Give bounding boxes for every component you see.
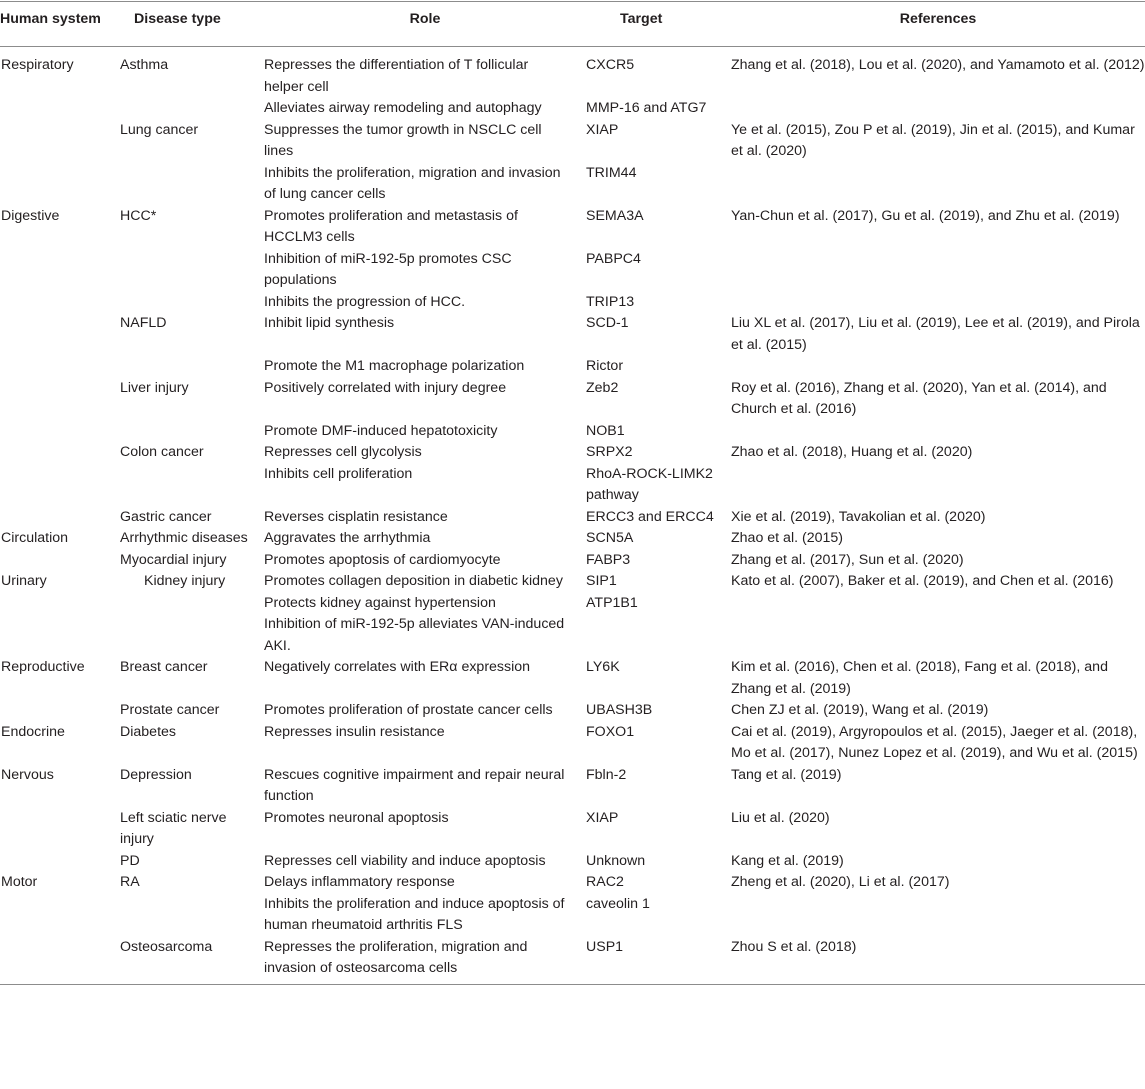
table-row [0, 442, 1145, 464]
cell-target: caveolin 1 [586, 895, 650, 912]
cell-disease-type [120, 163, 264, 206]
cell-role: Suppresses the tumor growth in NSCLC cell lines [264, 121, 542, 159]
cell-human-system [0, 356, 120, 378]
cell-role: Represses the differentiation of T follicular helper cell [264, 57, 529, 95]
cell-disease-type: Kidney injury [144, 573, 226, 589]
cell-human-system [0, 163, 120, 206]
cell-role: Represses cell viability and induce apoptosis [264, 852, 546, 869]
cell-role: Rescues cognitive impairment and repair neural function [264, 766, 565, 804]
cell-target: RAC2 [586, 874, 624, 890]
cell-target: Zeb2 [586, 379, 619, 396]
cell-disease-type [120, 593, 264, 615]
cell-disease-type: NAFLD [120, 315, 167, 331]
cell-disease-type: Myocardial injury [120, 551, 227, 568]
cell-disease-type: Left sciatic nerve injury [120, 809, 227, 847]
cell-references [731, 292, 1145, 314]
cell-disease-type [120, 464, 264, 507]
cell-target: NOB1 [586, 422, 625, 439]
cell-references: Cai et al. (2019), Argyropoulos et al. (2015), Jaeger et al. (2018), Mo et al. (2017), Nunez Lopez et al. (2019), and Wu et al. (2015) [731, 723, 1138, 761]
cell-human-system [0, 313, 120, 356]
cell-human-system: Urinary [1, 573, 47, 589]
cell-target: LY6K [586, 659, 620, 675]
cell-role: Aggravates the arrhythmia [264, 530, 431, 546]
cell-human-system: Circulation [1, 530, 69, 546]
cell-references: Zhao et al. (2018), Huang et al. (2020) [731, 444, 973, 460]
cell-human-system: Respiratory [1, 57, 74, 73]
cell-target: PABPC4 [586, 250, 641, 267]
table-page [0, 1, 1145, 1089]
cell-role: Inhibition of miR-192-5p promotes CSC populations [264, 250, 512, 288]
cell-role: Promotes proliferation of prostate cancer cells [264, 702, 553, 718]
cell-human-system [0, 894, 120, 937]
cell-role: Positively correlated with injury degree [264, 379, 507, 396]
header-target: Target [586, 2, 731, 47]
cell-references [731, 464, 1145, 507]
cell-target: XIAP [586, 809, 619, 826]
cell-references: Yan-Chun et al. (2017), Gu et al. (2019), and Zhu et al. (2019) [731, 207, 1120, 224]
cell-disease-type [120, 356, 264, 378]
cell-target: UBASH3B [586, 702, 653, 718]
cell-references [731, 894, 1145, 937]
cell-human-system [0, 507, 120, 529]
cell-target: CXCR5 [586, 57, 635, 73]
cell-target: ERCC3 and ERCC4 [586, 508, 714, 525]
cell-role: Represses the proliferation, migration and invasion of osteosarcoma cells [264, 938, 528, 976]
cell-role: Protects kidney against hypertension [264, 594, 496, 611]
cell-references: Zhang et al. (2018), Lou et al. (2020), and Yamamoto et al. (2012) [731, 57, 1145, 73]
cell-human-system: Reproductive [1, 659, 85, 675]
table-row [0, 528, 1145, 550]
cell-target: FOXO1 [586, 723, 635, 740]
table-row [0, 292, 1145, 314]
cell-disease-type: RA [120, 874, 140, 890]
cell-references: Xie et al. (2019), Tavakolian et al. (2020) [731, 508, 986, 525]
cell-disease-type: Osteosarcoma [120, 938, 213, 955]
cell-disease-type: Prostate cancer [120, 702, 220, 718]
cell-references: Roy et al. (2016), Zhang et al. (2020), Yan et al. (2014), and Church et al. (2016) [731, 379, 1107, 417]
cell-disease-type: Breast cancer [120, 659, 208, 675]
cell-human-system [0, 808, 120, 851]
table-row [0, 313, 1145, 356]
cell-human-system [0, 249, 120, 292]
table-row [0, 894, 1145, 937]
cell-target: SIP1 [586, 573, 617, 589]
cell-target: USP1 [586, 938, 624, 955]
table-row [0, 98, 1145, 120]
cell-references [731, 614, 1145, 657]
cell-target: XIAP [586, 121, 619, 138]
cell-target: TRIM44 [586, 164, 637, 181]
cell-disease-type: Depression [120, 766, 192, 783]
cell-target: RhoA-ROCK-LIMK2 pathway [586, 465, 713, 503]
table-row [0, 614, 1145, 657]
cell-role: Promotes collagen deposition in diabetic kidney [264, 573, 563, 589]
cell-target: SCN5A [586, 530, 634, 546]
cell-target: SEMA3A [586, 207, 644, 224]
cell-references [731, 163, 1145, 206]
cell-disease-type [120, 249, 264, 292]
cell-target: Rictor [586, 358, 624, 374]
cell-human-system: Motor [1, 874, 38, 890]
cell-disease-type: PD [120, 852, 140, 869]
cell-role: Promote DMF-induced hepatotoxicity [264, 422, 498, 439]
header-human-system: Human system [0, 2, 120, 47]
cell-references: Tang et al. (2019) [731, 766, 842, 783]
table-row [0, 163, 1145, 206]
table-row [0, 722, 1145, 765]
cell-role: Represses insulin resistance [264, 723, 445, 740]
cell-references: Kang et al. (2019) [731, 852, 844, 869]
cell-references: Kim et al. (2016), Chen et al. (2018), Fang et al. (2018), and Zhang et al. (2019) [731, 659, 1108, 697]
cell-disease-type: Colon cancer [120, 444, 204, 460]
cell-references: Zhou S et al. (2018) [731, 938, 857, 955]
cell-role: Inhibits cell proliferation [264, 465, 413, 482]
header-disease-type: Disease type [120, 2, 264, 47]
header-references: References [731, 2, 1145, 47]
table-row [0, 507, 1145, 529]
cell-human-system [0, 851, 120, 873]
cell-human-system [0, 378, 120, 421]
table-row [0, 120, 1145, 163]
cell-target: Fbln-2 [586, 766, 627, 783]
cell-human-system: Endocrine [1, 723, 65, 740]
cell-role: Inhibits the progression of HCC. [264, 293, 466, 310]
cell-disease-type: HCC* [120, 207, 157, 224]
cell-disease-type [120, 98, 264, 120]
cell-disease-type [120, 894, 264, 937]
cell-human-system [0, 442, 120, 464]
table-row [0, 872, 1145, 894]
table-row [0, 765, 1145, 808]
table-row [0, 593, 1145, 615]
cell-human-system [0, 292, 120, 314]
cell-references: Zhang et al. (2017), Sun et al. (2020) [731, 551, 964, 568]
table-row [0, 464, 1145, 507]
cell-target: MMP-16 and ATG7 [586, 100, 707, 116]
cell-disease-type: Liver injury [120, 379, 189, 396]
cell-role: Promotes apoptosis of cardiomyocyte [264, 551, 501, 568]
cell-human-system [0, 700, 120, 722]
cell-disease-type: Diabetes [120, 723, 176, 740]
cell-role: Promote the M1 macrophage polarization [264, 358, 525, 374]
table-row [0, 550, 1145, 572]
cell-references: Zheng et al. (2020), Li et al. (2017) [731, 874, 950, 890]
cell-disease-type: Arrhythmic diseases [120, 530, 248, 546]
cell-references [731, 249, 1145, 292]
cell-references: Liu et al. (2020) [731, 809, 830, 826]
cell-disease-type [120, 292, 264, 314]
mirna-target-table [0, 1, 1145, 985]
cell-references: Ye et al. (2015), Zou P et al. (2019), Jin et al. (2015), and Kumar et al. (2020) [731, 121, 1135, 159]
cell-role: Alleviates airway remodeling and autophagy [264, 100, 542, 116]
table-row [0, 700, 1145, 722]
cell-human-system: Digestive [1, 207, 60, 224]
cell-target: SRPX2 [586, 444, 633, 460]
cell-role: Negatively correlates with ERα expression [264, 659, 531, 675]
cell-disease-type: Asthma [120, 57, 169, 73]
cell-human-system [0, 120, 120, 163]
cell-human-system [0, 421, 120, 443]
table-row [0, 657, 1145, 700]
header-role: Role [264, 2, 586, 47]
table-row [0, 808, 1145, 851]
table-row [0, 47, 1145, 99]
cell-target: ATP1B1 [586, 594, 638, 611]
cell-role: Promotes neuronal apoptosis [264, 809, 449, 826]
table-row [0, 206, 1145, 249]
cell-human-system [0, 937, 120, 985]
cell-references [731, 356, 1145, 378]
cell-references [731, 421, 1145, 443]
cell-role: Promotes proliferation and metastasis of HCCLM3 cells [264, 207, 518, 245]
cell-references: Chen ZJ et al. (2019), Wang et al. (2019) [731, 702, 989, 718]
cell-role: Delays inflammatory response [264, 874, 455, 890]
cell-target [586, 614, 731, 657]
table-row [0, 249, 1145, 292]
cell-human-system [0, 98, 120, 120]
table-row [0, 937, 1145, 985]
cell-target: SCD-1 [586, 315, 629, 331]
cell-references: Zhao et al. (2015) [731, 530, 843, 546]
cell-target: FABP3 [586, 551, 631, 568]
cell-role: Inhibition of miR-192-5p alleviates VAN-induced AKI. [264, 616, 565, 654]
table-row [0, 421, 1145, 443]
cell-disease-type: Lung cancer [120, 121, 199, 138]
cell-disease-type: Gastric cancer [120, 508, 212, 525]
cell-references: Liu XL et al. (2017), Liu et al. (2019), Lee et al. (2019), and Pirola et al. (2015) [731, 315, 1140, 353]
cell-human-system [0, 550, 120, 572]
cell-references: Kato et al. (2007), Baker et al. (2019), and Chen et al. (2016) [731, 573, 1114, 589]
table-body [0, 47, 1145, 985]
cell-references [731, 98, 1145, 120]
table-row [0, 851, 1145, 873]
header-row [0, 2, 1145, 47]
cell-target: Unknown [586, 852, 646, 869]
cell-role: Reverses cisplatin resistance [264, 508, 448, 525]
table-row [0, 356, 1145, 378]
cell-references [731, 593, 1145, 615]
cell-role: Inhibit lipid synthesis [264, 315, 395, 331]
cell-human-system [0, 614, 120, 657]
cell-role: Inhibits the proliferation and induce apoptosis of human rheumatoid arthritis FLS [264, 895, 565, 933]
table-row [0, 378, 1145, 421]
cell-human-system: Nervous [1, 766, 54, 783]
cell-disease-type [120, 614, 264, 657]
cell-disease-type [120, 421, 264, 443]
cell-role: Represses cell glycolysis [264, 444, 422, 460]
cell-human-system [0, 593, 120, 615]
table-row [0, 571, 1145, 593]
cell-target: TRIP13 [586, 293, 635, 310]
cell-human-system [0, 464, 120, 507]
cell-role: Inhibits the proliferation, migration and invasion of lung cancer cells [264, 164, 561, 202]
